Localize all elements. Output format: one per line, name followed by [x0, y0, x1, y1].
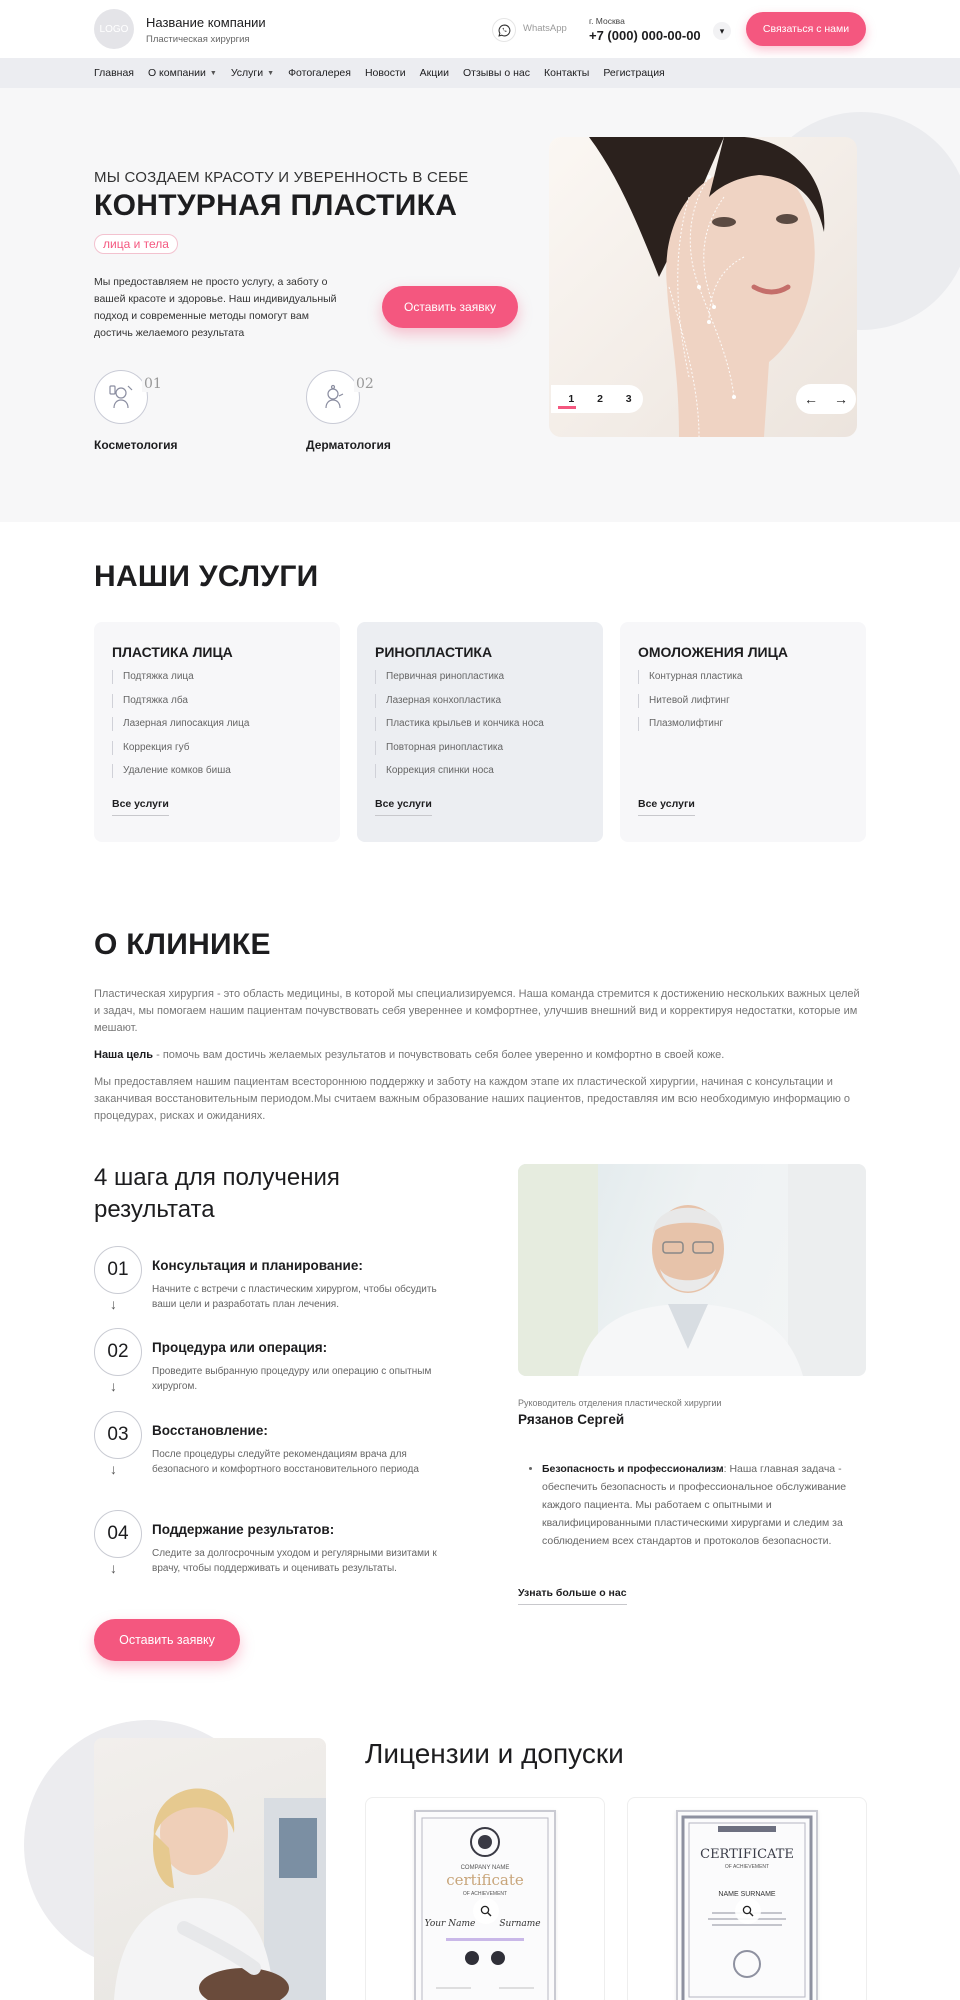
contact-button[interactable]: Связаться с нами [746, 12, 866, 46]
goal-text: - помочь вам достичь желаемых результатов и почувствовать себя более уверенно и комфортно в своей коже. [153, 1049, 725, 1061]
nav-item-reviews[interactable] [463, 67, 530, 79]
cert-word: CERTIFICATE [700, 1847, 794, 1862]
step-text: После процедуры следуйте рекомендациям врача для безопасного и комфортного восстановительного периода [152, 1449, 419, 1475]
nav-item-register[interactable] [603, 67, 664, 79]
logo[interactable]: LOGO [94, 9, 134, 49]
nav-item-label: Отзывы о нас [462, 67, 530, 79]
service-link[interactable]: Нитевой лифтинг [638, 694, 848, 708]
nav-item-label: Новости [364, 67, 406, 79]
service-link[interactable]: Подтяжка лба [112, 694, 322, 708]
service-link[interactable]: Плазмолифтинг [638, 717, 848, 731]
arrow-left-icon[interactable]: ← [804, 391, 818, 407]
step-number: 02 [94, 1328, 142, 1376]
service-link[interactable]: Повторная ринопластика [375, 741, 585, 755]
nav-item-contacts[interactable] [544, 67, 589, 79]
doctor-role: Руководитель отделения пластической хирургии [518, 1398, 722, 1408]
cert-sign-2: Surname [499, 1919, 541, 1929]
service-link[interactable]: Коррекция спинки носа [375, 764, 585, 778]
licenses-title: Лицензии и допуски [365, 1738, 624, 1769]
all-services-link[interactable]: Все услуги [375, 798, 432, 816]
slide-dot[interactable]: 3 [625, 393, 632, 405]
feature-cosmetology[interactable] [94, 370, 177, 452]
hero-tag: лица и тела [94, 234, 178, 254]
hero-subtitle: МЫ СОЗДАЕМ КРАСОТУ И УВЕРЕННОСТЬ В СЕБЕ [94, 169, 469, 186]
main-nav [0, 58, 960, 88]
cert-company: COMPANY NAME [460, 1865, 510, 1871]
whatsapp-icon[interactable] [492, 18, 516, 42]
service-link[interactable]: Удаление комков биша [112, 764, 322, 778]
slide-dot[interactable]: 1 [568, 393, 575, 405]
hero-title: КОНТУРНАЯ ПЛАСТИКА [94, 189, 458, 222]
learn-more-link[interactable]: Узнать больше о нас [518, 1587, 627, 1605]
step-text: Начните с встречи с пластическим хирургом, чтобы обсудить ваши цели и разработать план лечения. [152, 1284, 437, 1310]
caret-down-icon: ▼ [267, 69, 275, 77]
all-services-link[interactable]: Все услуги [638, 798, 695, 816]
cert-sign-1: Your Name [424, 1919, 476, 1929]
services-title: НАШИ УСЛУГИ [94, 560, 319, 593]
slide-dot[interactable]: 2 [597, 393, 603, 405]
arrow-down-icon: ↓ [110, 1560, 117, 1576]
step-text: Следите за долгосрочным уходом и регулярными визитами к врачу, чтобы поддерживать и оценивать результаты. [152, 1548, 437, 1574]
nav-item-label: Услуги [230, 67, 264, 79]
slider-arrows [796, 384, 856, 414]
service-link[interactable]: Лазерная липосакция лица [112, 717, 322, 731]
nav-item-gallery[interactable] [288, 67, 351, 79]
about-paragraph: Пластическая хирургия - это область медицины, в которой мы специализируемся. Наша команда стремится к достижению нескольких важных целей и задач, мы помогаем нашим пациентам почувствовать себя увереннее и комфортнее, улучшив внешний вид и корректируя недостатки, которые им мешают. [94, 988, 860, 1034]
about-paragraph: Мы предоставляем нашим пациентам всестороннюю поддержку и заботу на каждом этапе их пластической хирургии, начиная с консультации и заканчивая восстановительным периодом.Мы считаем важным образование наших пациентов, предоставляя им всю необходимую информацию о процедурах, рисках и ожиданиях. [94, 1076, 851, 1122]
nav-item-label: Регистрация [603, 67, 665, 79]
hero-section [0, 88, 960, 522]
bullet-text: : Наша главная задача - обеспечить безопасность и профессиональное обслуживание каждого пациента. Мы работаем с опытными и квалифицированными пластическими хирургами и следим за соблюдением всех стандартов и протоколов безопасности. [542, 1463, 847, 1547]
nav-item-label: Акции [419, 67, 449, 79]
zoom-icon[interactable] [735, 1898, 761, 1924]
site-header [0, 0, 960, 58]
arrow-down-icon: ↓ [110, 1461, 117, 1477]
caret-down-icon: ▼ [209, 69, 217, 77]
steps-title: 4 шага для получения результата [94, 1164, 340, 1223]
nav-item-label: Главная [94, 67, 134, 79]
service-card [94, 622, 340, 842]
cert-word: certificate [446, 1871, 524, 1889]
chevron-down-icon[interactable]: ▾ [713, 22, 731, 40]
feature-number: 01 [144, 376, 162, 392]
zoom-icon[interactable] [473, 1898, 499, 1924]
step-number: 04 [94, 1510, 142, 1558]
feature-label: Косметология [94, 438, 178, 452]
step-title: Поддержание результатов: [152, 1522, 335, 1537]
step-number: 03 [94, 1411, 142, 1459]
nav-item-news[interactable] [365, 67, 406, 79]
feature-dermatology[interactable] [306, 370, 391, 452]
city-label: г. Москва [589, 16, 625, 26]
doctor-bullet [542, 1460, 866, 1550]
service-link[interactable]: Подтяжка лица [112, 670, 322, 684]
certificate-card[interactable] [627, 1797, 867, 2000]
whatsapp-label[interactable]: WhatsApp [523, 23, 567, 34]
arrow-down-icon: ↓ [110, 1378, 117, 1394]
step-title: Процедура или операция: [152, 1340, 328, 1355]
goal-label: Наша цель [94, 1049, 154, 1061]
phone-number[interactable]: +7 (000) 000-00-00 [589, 28, 701, 43]
service-card-title[interactable]: ПЛАСТИКА ЛИЦА [112, 644, 233, 660]
nav-item-label: О компании [147, 67, 206, 79]
service-card [620, 622, 866, 842]
service-card-title[interactable]: ОМОЛОЖЕНИЯ ЛИЦА [638, 644, 788, 660]
doctor-photo [518, 1164, 866, 1376]
nav-item-label: Контакты [544, 67, 590, 79]
nav-item-services[interactable] [231, 67, 274, 79]
nav-item-label: Фотогалерея [288, 67, 351, 79]
service-link[interactable]: Первичная ринопластика [375, 670, 585, 684]
all-services-link[interactable]: Все услуги [112, 798, 169, 816]
service-link[interactable]: Пластика крыльев и кончика носа [375, 717, 585, 731]
arrow-right-icon[interactable]: → [834, 391, 848, 407]
steps-request-button[interactable]: Оставить заявку [94, 1619, 240, 1661]
arrow-down-icon: ↓ [110, 1296, 117, 1312]
step-title: Консультация и планирование: [152, 1258, 363, 1273]
service-link[interactable]: Коррекция губ [112, 741, 322, 755]
hero-request-button[interactable]: Оставить заявку [382, 286, 518, 328]
service-link[interactable]: Лазерная конхопластика [375, 694, 585, 708]
feature-number: 02 [356, 376, 374, 392]
about-goal [94, 1047, 866, 1064]
feature-label: Дерматология [306, 438, 391, 452]
dermatology-icon [306, 370, 360, 424]
hero-text: Мы предоставляем не просто услугу, а заботу о вашей красоте и здоровье. Наш индивидуальный подход и современные методы помогут вам достичь желаемого результата [94, 276, 337, 339]
nav-item-home[interactable] [94, 67, 134, 79]
step-number: 01 [94, 1246, 142, 1294]
step-text: Проведите выбранную процедуру или операцию с опытным хирургом. [152, 1366, 432, 1392]
cert-name: NAME SURNAME [718, 1891, 776, 1898]
certificate-card[interactable] [365, 1797, 605, 2000]
service-card [357, 622, 603, 842]
nav-item-about[interactable] [148, 67, 217, 79]
bullet-label: Безопасность и профессионализм [542, 1463, 724, 1475]
company-block[interactable] [146, 15, 266, 45]
company-subtitle: Пластическая хирургия [146, 34, 250, 45]
cosmetologist-photo [94, 1738, 326, 2000]
cert-sub: OF ACHIEVEMENT [462, 1891, 508, 1897]
doctor-list [542, 1460, 866, 1550]
slider-pagination [551, 385, 643, 413]
company-name: Название компании [146, 15, 266, 30]
about-title: О КЛИНИКЕ [94, 928, 271, 961]
doctor-name: Рязанов Сергей [518, 1412, 625, 1427]
about-text [94, 986, 866, 1135]
cert-sub: OF ACHIEVEMENT [724, 1864, 770, 1870]
nav-item-promo[interactable] [420, 67, 449, 79]
service-link[interactable]: Контурная пластика [638, 670, 848, 684]
service-card-title[interactable]: РИНОПЛАСТИКА [375, 644, 493, 660]
cosmetology-icon [94, 370, 148, 424]
step-title: Восстановление: [152, 1423, 268, 1438]
